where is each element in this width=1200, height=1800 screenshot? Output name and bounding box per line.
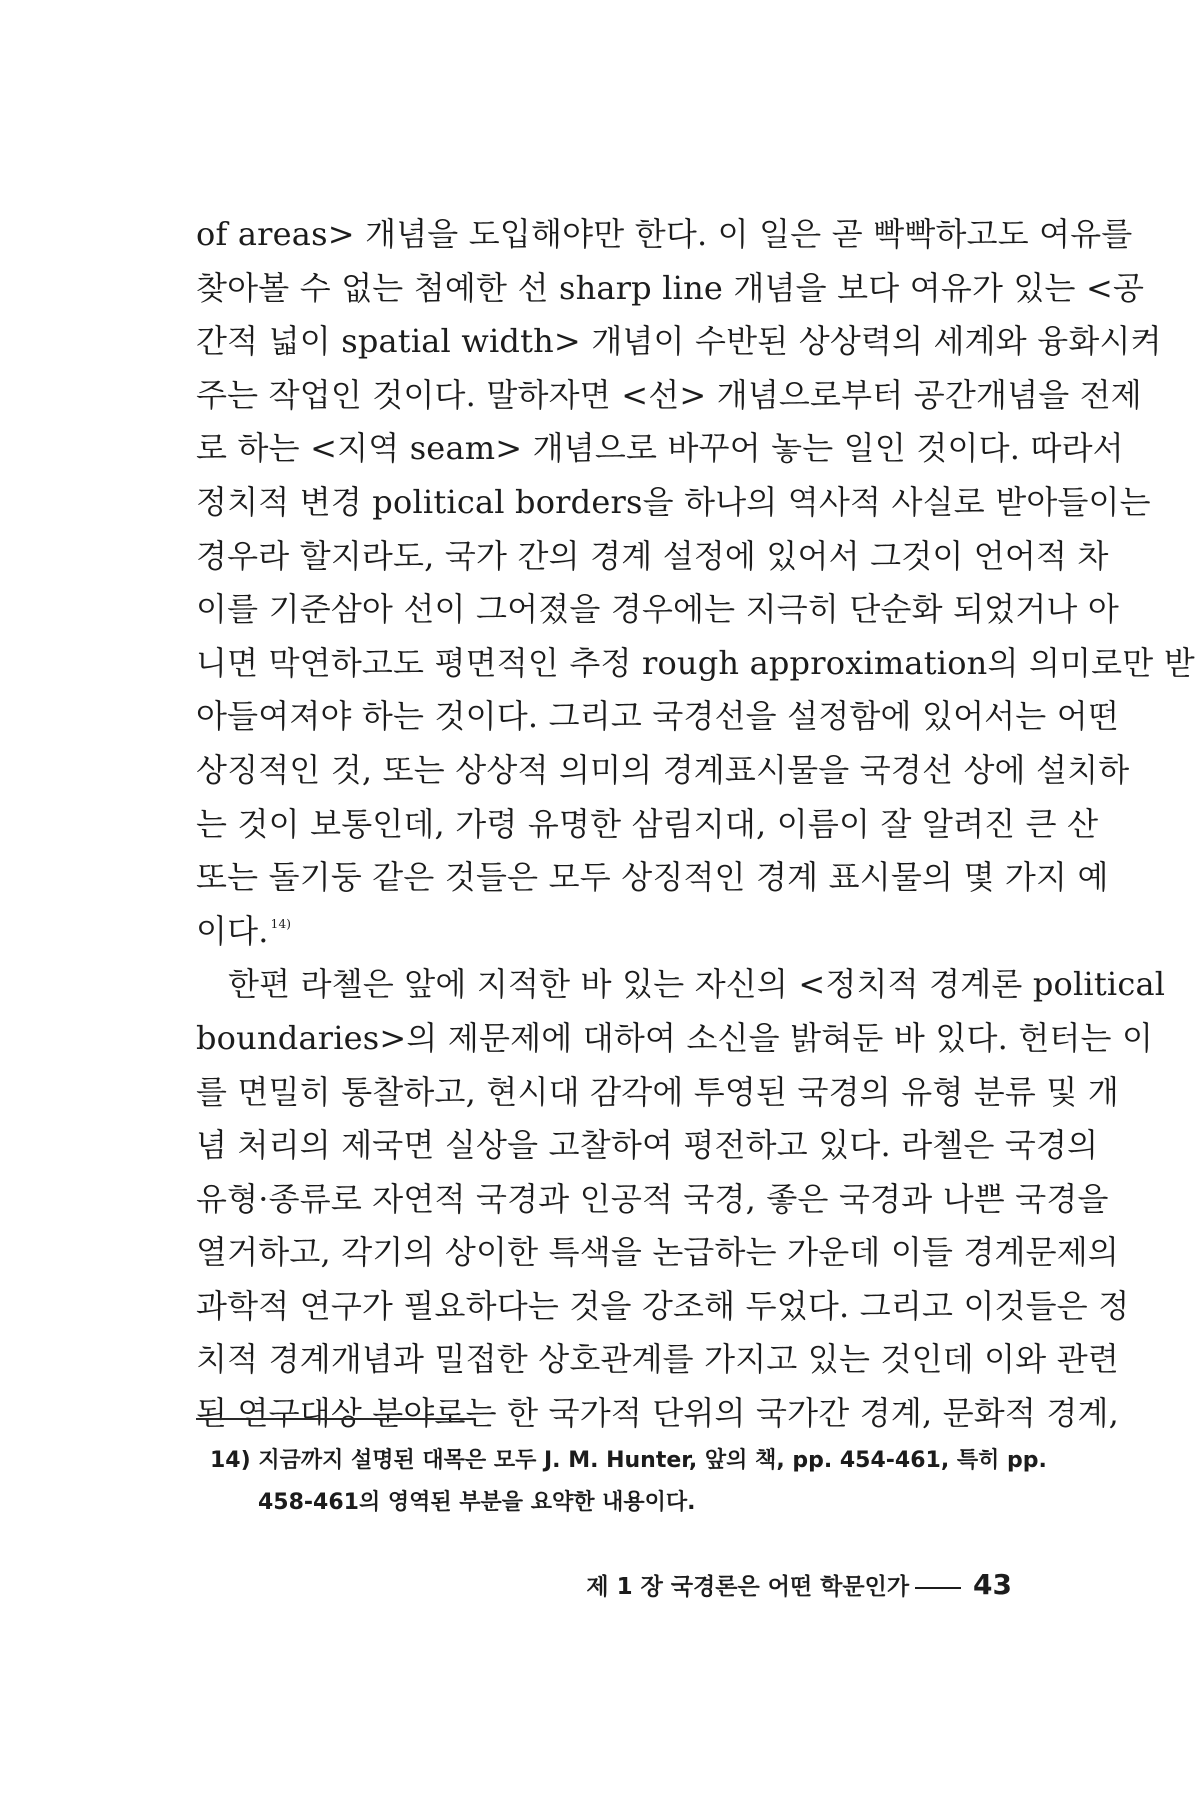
text-line: 정치적 변경 political borders을 하나의 역사적 사실로 받아들이는: [196, 482, 1151, 521]
text-line: 아들여져야 하는 것이다. 그리고 국경선을 설정함에 있어서는 어떤: [196, 697, 1120, 736]
text-line: 주는 작업인 것이다. 말하자면 <선> 개념으로부터 공간개념을 전제: [196, 375, 1142, 414]
text-line: 이를 기준삼아 선이 그어졌을 경우에는 지극히 단순화 되었거나 아: [196, 590, 1120, 629]
chapter-title: 제 1 장 국경론은 어떤 학문인가: [586, 1574, 910, 1600]
footnote-divider: [196, 1418, 476, 1420]
footnote-line: 458-461의 영역된 부분을 요약한 내용이다.: [258, 1490, 696, 1515]
text-line: 된 연구대상 분야로는 한 국가적 단위의 국가간 경계, 문화적 경계,: [196, 1394, 1120, 1433]
text-line: 로 하는 <지역 seam> 개념으로 바꾸어 놓는 일인 것이다. 따라서: [196, 429, 1124, 468]
text-line: 는 것이 보통인데, 가령 유명한 삼림지대, 이름이 잘 알려진 큰 산: [196, 804, 1099, 843]
body-text: [196, 208, 1195, 1441]
text-line-content: 이다.: [196, 911, 269, 950]
text-line: 찾아볼 수 없는 첨예한 선 sharp line 개념을 보다 여유가 있는 <공: [196, 268, 1145, 307]
text-line: 경우라 할지라도, 국가 간의 경계 설정에 있어서 그것이 언어적 차: [196, 536, 1109, 575]
text-line: 념 처리의 제국면 실상을 고찰하여 평전하고 있다. 라첼은 국경의: [196, 1126, 1099, 1165]
page-number: 43: [973, 1568, 1012, 1601]
running-footer: [586, 1568, 1012, 1601]
footnote-reference[interactable]: 14): [270, 916, 292, 931]
text-line: 열거하고, 각기의 상이한 특색을 논급하는 가운데 이들 경계문제의: [196, 1233, 1120, 1272]
text-line: of areas> 개념을 도입해야만 한다. 이 일은 곧 빡빡하고도 여유를: [196, 215, 1133, 253]
text-line: 간적 넓이 spatial width> 개념이 수반된 상상력의 세계와 융화시켜: [196, 322, 1162, 361]
text-line: 치적 경계개념과 밀접한 상호관계를 가지고 있는 것인데 이와 관련: [196, 1340, 1120, 1379]
footnote: [210, 1440, 1047, 1524]
footer-dash: [915, 1587, 961, 1589]
text-line: boundaries>의 제문제에 대하여 소신을 밝혀둔 바 있다. 헌터는 이: [196, 1018, 1154, 1057]
text-line: 유형·종류로 자연적 국경과 인공적 국경, 좋은 국경과 나쁜 국경을: [196, 1179, 1109, 1218]
text-line: 또는 돌기둥 같은 것들은 모두 상징적인 경계 표시물의 몇 가지 예: [196, 858, 1109, 897]
paragraph-first-line: 한편 라첼은 앞에 지적한 바 있는 자신의 <정치적 경계론 political: [228, 965, 1166, 1004]
footnote-line: 14) 지금까지 설명된 대목은 모두 J. M. Hunter, 앞의 책, pp. 454-461, 특히 pp.: [210, 1448, 1047, 1473]
text-line-last: [196, 905, 1038, 959]
text-line: 과학적 연구가 필요하다는 것을 강조해 두었다. 그리고 이것들은 정: [196, 1286, 1130, 1325]
text-line: 니면 막연하고도 평면적인 추정 rough approximation의 의미로만 받: [196, 643, 1195, 682]
text-line: 상징적인 것, 또는 상상적 의미의 경계표시물을 국경선 상에 설치하: [196, 750, 1130, 789]
text-line: 를 면밀히 통찰하고, 현시대 감각에 투영된 국경의 유형 분류 및 개: [196, 1072, 1120, 1111]
